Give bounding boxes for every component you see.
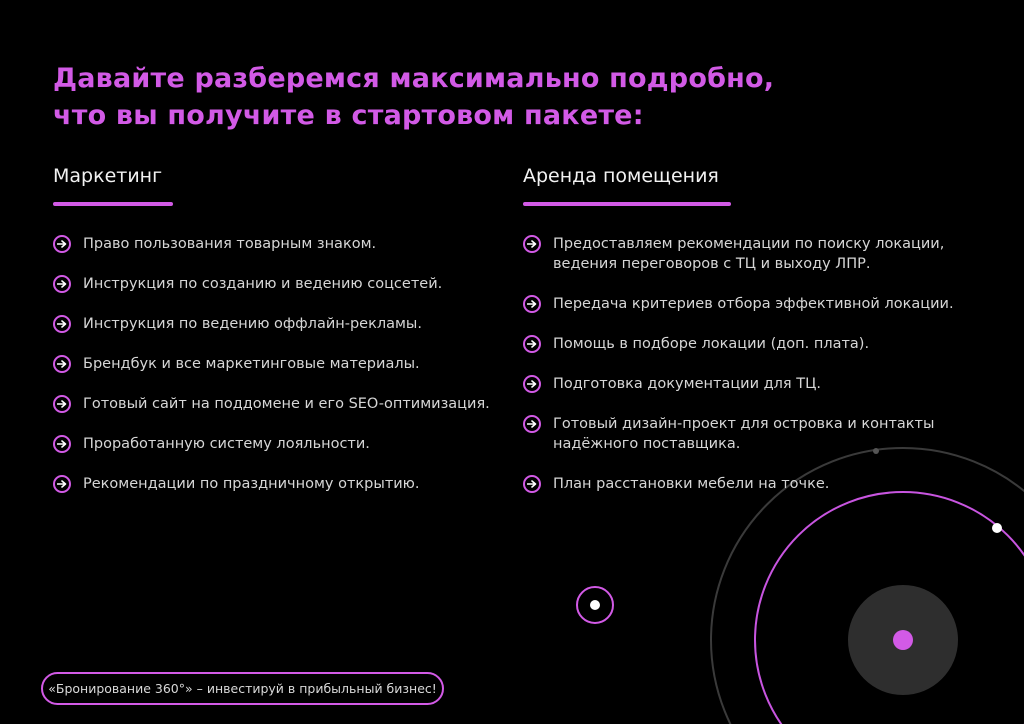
arrow-right-circle-icon xyxy=(53,475,71,493)
rental-heading: Аренда помещения xyxy=(523,165,719,187)
list-item xyxy=(523,374,963,394)
rental-section xyxy=(523,162,963,514)
list-item xyxy=(523,234,963,274)
list-item-text: Готовый дизайн-проект для островка и контакты надёжного поставщика. xyxy=(553,416,935,452)
footer-tagline: «Бронирование 360°» – инвестируй в прибыльный бизнес! xyxy=(41,672,444,705)
list-item xyxy=(523,414,963,454)
marketing-section xyxy=(53,162,503,514)
arrow-right-circle-icon xyxy=(53,315,71,333)
satellite-dot xyxy=(590,600,600,610)
orbit-white-dot xyxy=(992,523,1002,533)
arrow-right-circle-icon xyxy=(53,275,71,293)
list-item-text: Подготовка документации для ТЦ. xyxy=(553,376,821,392)
arrow-right-circle-icon xyxy=(523,335,541,353)
list-item xyxy=(523,294,963,314)
list-item-text: Предоставляем рекомендации по поиску локации, ведения переговоров с ТЦ и выходу ЛПР. xyxy=(553,236,945,272)
page-title: Давайте разберемся максимально подробно, что вы получите в стартовом пакете: xyxy=(53,63,775,131)
list-item xyxy=(53,314,503,334)
list-item xyxy=(53,474,503,494)
arrow-right-circle-icon xyxy=(53,355,71,373)
list-item-text: Право пользования товарным знаком. xyxy=(83,236,377,252)
arrow-right-circle-icon xyxy=(53,435,71,453)
list-item-text: Рекомендации по праздничному открытию. xyxy=(83,476,420,492)
arrow-right-circle-icon xyxy=(523,295,541,313)
list-item-text: Проработанную систему лояльности. xyxy=(83,436,370,452)
list-item xyxy=(53,394,503,414)
arrow-right-circle-icon xyxy=(523,235,541,253)
rental-heading-underline xyxy=(523,202,731,206)
list-item-text: План расстановки мебели на точке. xyxy=(553,476,830,492)
marketing-list xyxy=(53,234,503,494)
arrow-right-circle-icon xyxy=(523,475,541,493)
list-item xyxy=(53,274,503,294)
list-item xyxy=(523,474,963,494)
list-item xyxy=(53,354,503,374)
arrow-right-circle-icon xyxy=(53,395,71,413)
list-item-text: Готовый сайт на поддомене и его SEO-оптимизация. xyxy=(83,396,490,412)
list-item xyxy=(53,434,503,454)
arrow-right-circle-icon xyxy=(53,235,71,253)
list-item xyxy=(523,334,963,354)
list-item-text: Инструкция по ведению оффлайн-рекламы. xyxy=(83,316,422,332)
list-item xyxy=(53,234,503,254)
list-item-text: Передача критериев отбора эффективной локации. xyxy=(553,296,954,312)
list-item-text: Инструкция по созданию и ведению соцсетей. xyxy=(83,276,443,292)
rental-list xyxy=(523,234,963,494)
marketing-heading-underline xyxy=(53,202,173,206)
arrow-right-circle-icon xyxy=(523,415,541,433)
list-item-text: Брендбук и все маркетинговые материалы. xyxy=(83,356,420,372)
marketing-heading: Маркетинг xyxy=(53,165,163,187)
planet-center-dot xyxy=(893,630,913,650)
list-item-text: Помощь в подборе локации (доп. плата). xyxy=(553,336,870,352)
arrow-right-circle-icon xyxy=(523,375,541,393)
